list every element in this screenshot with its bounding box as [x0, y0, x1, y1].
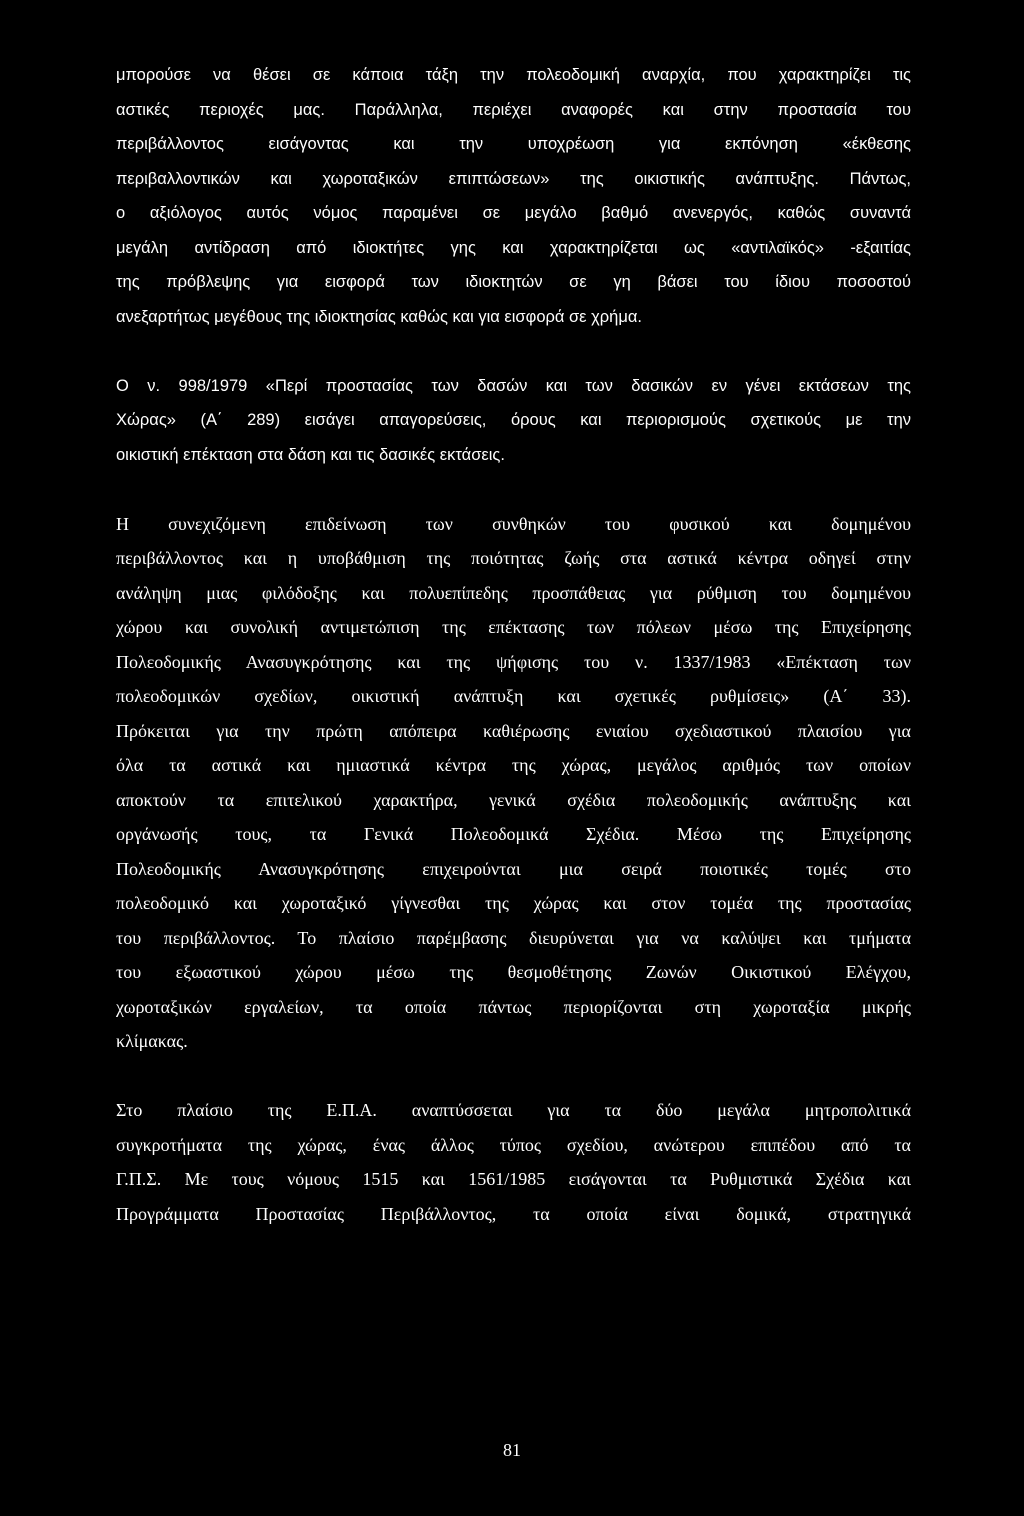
text-line: συγκροτήματα της χώρας, ένας άλλος τύπος σχεδίου, ανώτερου επιπέδου από τα: [116, 1134, 911, 1155]
text-line: χώρου και συνολική αντιμετώπιση της επέκτασης των πόλεων μέσω της Επιχείρησης: [116, 617, 911, 637]
text-line: μπορούσε να θέσει σε κάποια τάξη την πολεοδομική αναρχία, που χαρακτηρίζει τις: [116, 66, 911, 84]
paragraph-3: [116, 507, 911, 1059]
paragraph-spacer: [116, 1059, 911, 1094]
text-line: ανεξαρτήτως μεγέθους της ιδιοκτησίας καθώς και για εισφορά σε χρήμα.: [116, 307, 642, 326]
text-line: πολεοδομικών σχεδίων, οικιστική ανάπτυξη και σχετικές ρυθμίσεις» (Α΄ 33).: [116, 686, 911, 706]
text-line: Χώρας» (Α΄ 289) εισάγει απαγορεύσεις, όρους και περιορισμούς σχετικούς με την: [116, 411, 911, 429]
text-line: Προγράμματα Προστασίας Περιβάλλοντος, τα οποία είναι δομικά, στρατηγικά: [116, 1203, 911, 1224]
text-line: οικιστική επέκταση στα δάση και τις δασικές εκτάσεις.: [116, 445, 505, 464]
paragraph-2: [116, 369, 911, 473]
text-line: του περιβάλλοντος. Το πλαίσιο παρέμβασης διευρύνεται για να καλύψει και τμήματα: [116, 927, 911, 948]
text-line: περιβάλλοντος εισάγοντας και την υποχρέωση για εκπόνηση «έκθεσης: [116, 135, 911, 153]
text-line: Η συνεχιζόμενη επιδείνωση των συνθηκών του φυσικού και δομημένου: [116, 513, 911, 534]
paragraph-spacer: [116, 334, 911, 369]
text-line: ανάληψη μιας φιλόδοξης και πολυεπίπεδης προσπάθειας για ρύθμιση του δομημένου: [116, 582, 911, 603]
text-line: οργάνωσής τους, τα Γενικά Πολεοδομικά Σχέδια. Μέσω της Επιχείρησης: [116, 824, 911, 844]
text-line: όλα τα αστικά και ημιαστικά κέντρα της χώρας, μεγάλος αριθμός των οποίων: [116, 755, 911, 775]
text-line: χωροταξικών εργαλείων, τα οποία πάντως περιορίζονται στη χωροταξία μικρής: [116, 996, 911, 1017]
text-line: της πρόβλεψης για εισφορά των ιδιοκτητών σε γη βάσει του ίδιου ποσοστού: [116, 273, 911, 291]
paragraph-spacer: [116, 472, 911, 507]
text-line: Ο ν. 998/1979 «Περί προστασίας των δασών και των δασικών εν γένει εκτάσεων της: [116, 376, 911, 395]
page-number: 81: [503, 1440, 521, 1460]
text-line: Πολεοδομικής Ανασυγκρότησης και της ψήφισης του ν. 1337/1983 «Επέκταση των: [116, 651, 911, 672]
text-line: Γ.Π.Σ. Με τους νόμους 1515 και 1561/1985 εισάγονται τα Ρυθμιστικά Σχέδια και: [116, 1169, 911, 1189]
paragraph-4: [116, 1093, 911, 1231]
document-page: [116, 58, 911, 1231]
paragraph-1: [116, 58, 911, 334]
text-line: περιβαλλοντικών και χωροταξικών επιπτώσεων» της οικιστικής ανάπτυξης. Πάντως,: [116, 169, 911, 188]
text-line: κλίμακας.: [116, 1031, 188, 1051]
text-line: αποκτούν τα επιτελικού χαρακτήρα, γενικά σχέδια πολεοδομικής ανάπτυξης και: [116, 789, 911, 810]
text-line: αστικές περιοχές μας. Παράλληλα, περιέχει αναφορές και στην προστασία του: [116, 100, 911, 119]
text-line: μεγάλη αντίδραση από ιδιοκτήτες γης και χαρακτηρίζεται ως «αντιλαϊκός» -εξαιτίας: [116, 238, 911, 257]
text-line: περιβάλλοντος και η υποβάθμιση της ποιότητας ζωής στα αστικά κέντρα οδηγεί στην: [116, 548, 911, 568]
text-line: Στο πλαίσιο της Ε.Π.Α. αναπτύσσεται για τα δύο μεγάλα μητροπολιτικά: [116, 1100, 911, 1120]
text-line: Πολεοδομικής Ανασυγκρότησης επιχειρούνται μια σειρά ποιοτικές τομές στο: [116, 858, 911, 879]
text-line: του εξωαστικού χώρου μέσω της θεσμοθέτησης Ζωνών Οικιστικού Ελέγχου,: [116, 962, 911, 982]
text-line: πολεοδομικό και χωροταξικό γίγνεσθαι της χώρας και στον τομέα της προστασίας: [116, 893, 911, 913]
text-line: Πρόκειται για την πρώτη απόπειρα καθιέρωσης ενιαίου σχεδιαστικού πλαισίου για: [116, 720, 911, 741]
text-line: ο αξιόλογος αυτός νόμος παραμένει σε μεγάλο βαθμό ανενεργός, καθώς συναντά: [116, 204, 911, 222]
